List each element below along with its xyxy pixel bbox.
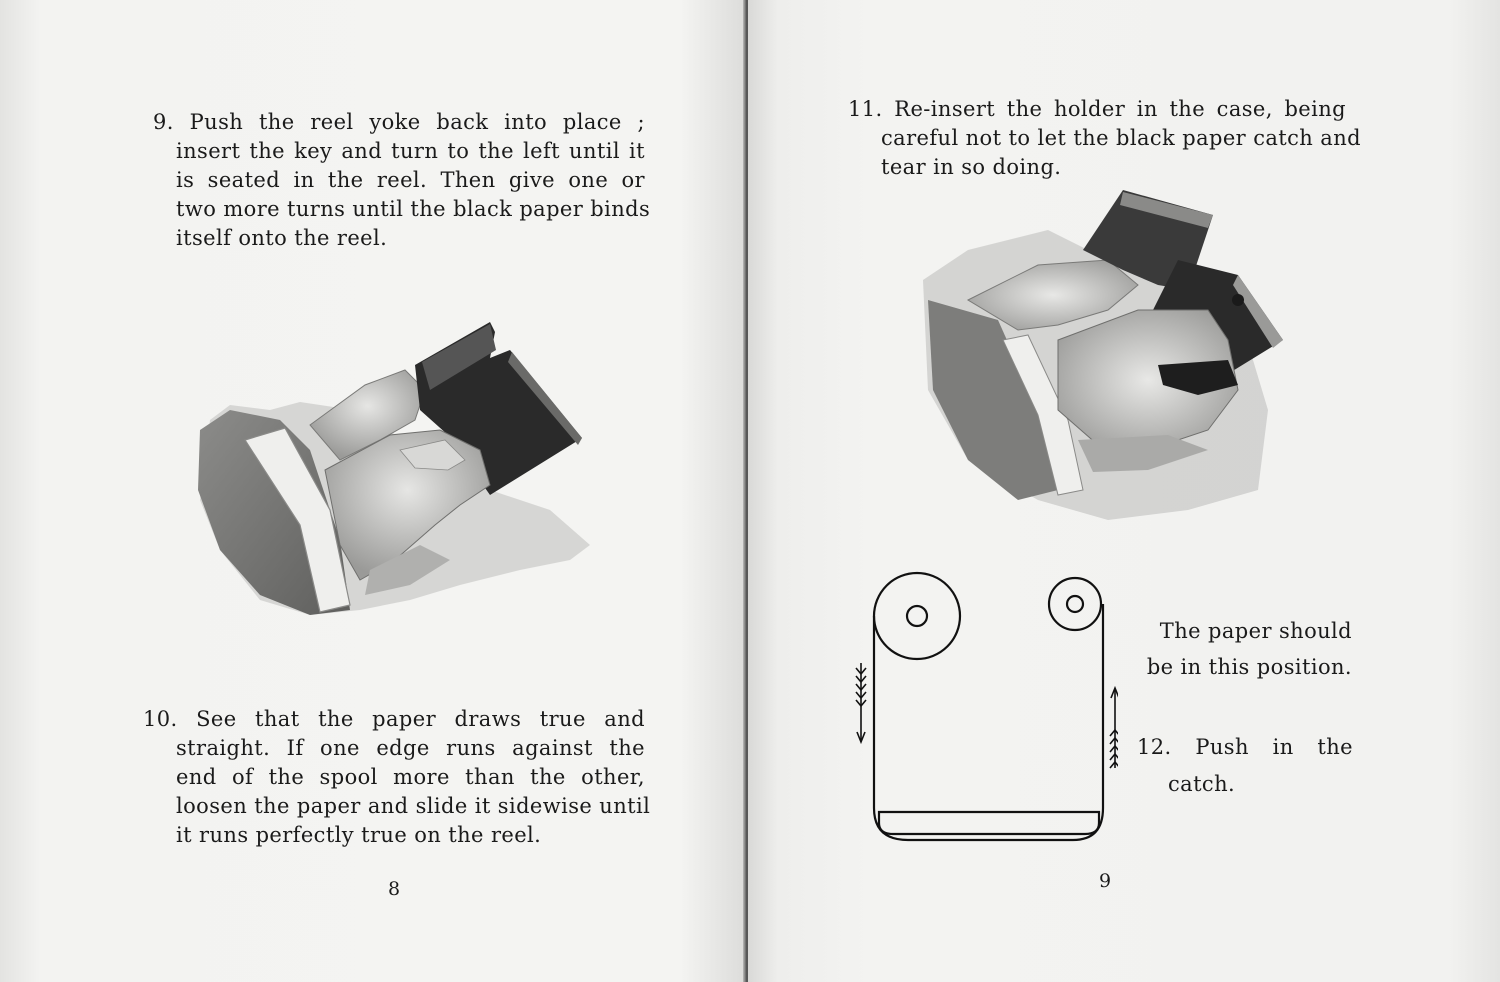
step-10-number: 10. xyxy=(143,707,178,731)
left-page xyxy=(0,0,746,982)
right-spool-core xyxy=(1067,596,1083,612)
step-10-line-1 xyxy=(143,705,645,734)
arrow-down-icon xyxy=(856,663,866,742)
step-11-number: 11. xyxy=(848,97,883,121)
step-10-line-3: end of the spool more than the other, xyxy=(176,765,645,789)
caption-line-2: be in this position. xyxy=(1146,655,1352,679)
left-spool xyxy=(874,573,960,659)
right-page xyxy=(748,0,1500,982)
right-spool xyxy=(1049,578,1101,630)
step-11-paragraph xyxy=(848,95,1361,182)
step-10-text-1: See that the paper draws true and xyxy=(196,707,645,731)
step-9-text-1: Push the reel yoke back into place ; xyxy=(189,110,645,134)
arrow-up-icon xyxy=(1110,688,1118,768)
step-12-paragraph xyxy=(1137,729,1353,803)
step-9-line-3: is seated in the reel. Then give one or xyxy=(176,168,645,192)
diagram-caption xyxy=(1120,613,1352,685)
page-number-right: 9 xyxy=(1099,870,1112,892)
step-11-text-1: Re-insert the holder in the case, being xyxy=(894,97,1347,121)
left-spool-core xyxy=(907,606,927,626)
step-10-line-5: it runs perfectly true on the reel. xyxy=(176,823,542,847)
step-10-line-2: straight. If one edge runs against the xyxy=(176,736,645,760)
paper-position-diagram xyxy=(853,568,1118,858)
paper-bottom-loop xyxy=(879,812,1099,834)
caption-line-1: The paper should xyxy=(1159,619,1352,643)
step-9-line-4: two more turns until the black paper binds xyxy=(176,197,651,221)
step-12-line-2: catch. xyxy=(1168,772,1236,796)
step-10-line-4: loosen the paper and slide it sidewise until xyxy=(176,794,651,818)
step-9-line-2: insert the key and turn to the left until it xyxy=(176,139,645,163)
step-11-line-1 xyxy=(848,95,1346,124)
page-number-left: 8 xyxy=(388,878,401,900)
step-10-paragraph xyxy=(143,705,651,850)
step-9-number: 9. xyxy=(153,110,174,134)
step-12-number: 12. xyxy=(1137,735,1172,759)
hands-winding-reel-photo xyxy=(190,310,610,630)
step-11-line-2: careful not to let the black paper catch and xyxy=(881,126,1361,150)
paper-path xyxy=(874,604,1103,840)
step-9-line-5: itself onto the reel. xyxy=(176,226,388,250)
step-11-line-3: tear in so doing. xyxy=(881,155,1062,179)
step-12-text-1: Push in the xyxy=(1195,735,1353,759)
step-9-paragraph xyxy=(153,108,651,253)
step-12-line-1 xyxy=(1137,729,1353,766)
hands-inserting-holder-photo xyxy=(908,190,1288,530)
step-9-line-1 xyxy=(153,108,645,137)
